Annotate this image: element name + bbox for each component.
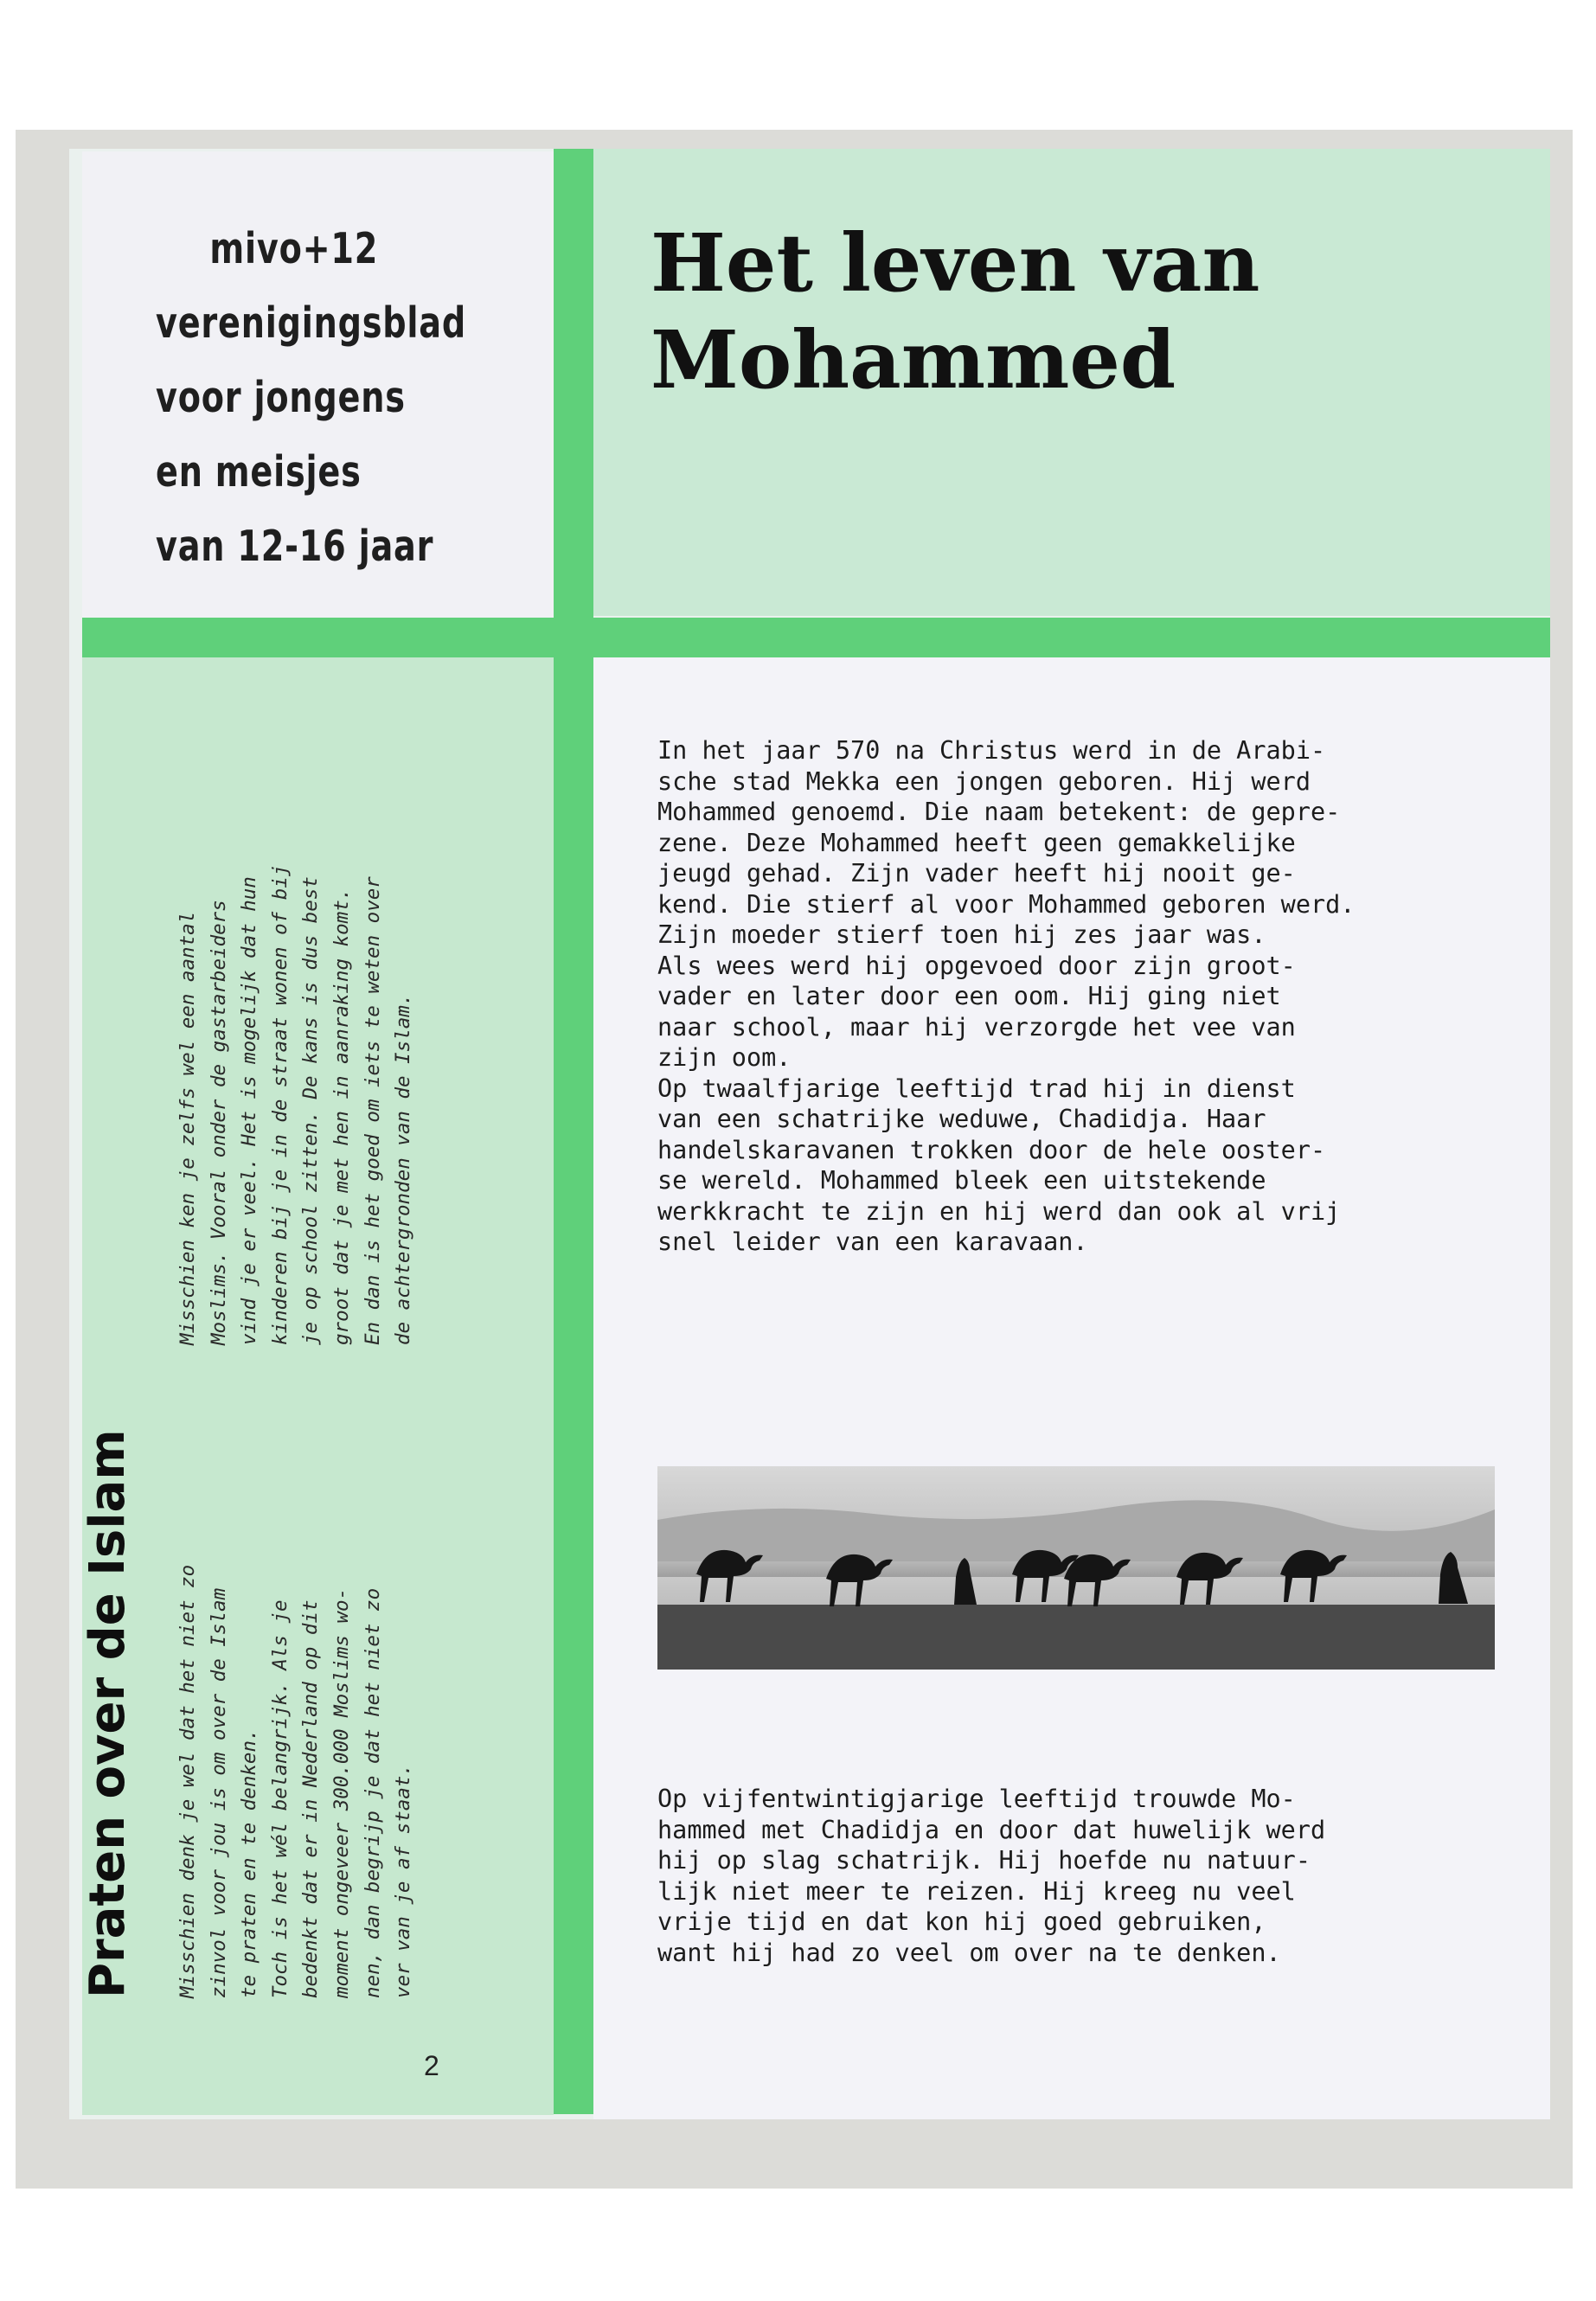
sidebar-line: de achtergronden van de Islam. — [392, 993, 415, 1345]
text-line: werkkracht te zijn en hij werd dan ook al vrij — [657, 1196, 1341, 1226]
sidebar-line: Toch is het wél belangrijk. Als je — [268, 1599, 292, 1998]
sidebar-line: Moslims. Vooral onder de gastarbeiders — [207, 900, 230, 1345]
sidebar-line: je op school zitten. De kans is dus best — [299, 876, 323, 1345]
sidebar-line: groot dat je met hen in aanraking komt. — [330, 888, 353, 1345]
masthead-line: en meisjes — [156, 447, 362, 497]
horizontal-green-bar — [82, 618, 1550, 657]
text-line: van een schatrijke weduwe, Chadidja. Haar — [657, 1105, 1266, 1133]
sidebar-line: kinderen bij je in de straat wonen of bij — [268, 864, 292, 1345]
masthead-line: van 12-16 jaar — [156, 522, 434, 571]
masthead-line: verenigingsblad — [156, 298, 467, 348]
text-line: snel leider van een karavaan. — [657, 1227, 1088, 1256]
article-paragraph-2 — [657, 1784, 1531, 1968]
text-line: Als wees werd hij opgevoed door zijn groot- — [657, 951, 1296, 980]
article-paragraph-1 — [657, 735, 1531, 1258]
sidebar-line: ver van je af staat. — [392, 1764, 415, 1998]
sidebar-rotated — [80, 727, 467, 1998]
text-line: kend. Die stierf al voor Mohammed geboren werd. — [657, 889, 1356, 919]
vertical-green-bar — [554, 149, 593, 2114]
text-line: Op twaalfjarige leeftijd trad hij in dienst — [657, 1074, 1296, 1103]
text-line: zijn oom. — [657, 1043, 792, 1072]
text-line: naar school, maar hij verzorgde het vee van — [657, 1012, 1296, 1042]
masthead-line: mivo+12 — [209, 224, 379, 273]
sidebar-line: moment ongeveer 300.000 Moslims wo- — [330, 1587, 353, 1998]
text-line: sche stad Mekka een jongen geboren. Hij werd — [657, 766, 1311, 796]
sidebar-line: zinvol voor jou is om over de Islam — [207, 1587, 230, 1998]
sidebar-line: te praten en te denken. — [238, 1728, 261, 1998]
sidebar-line: En dan is het goed om iets te weten over — [361, 876, 384, 1345]
text-line: Zijn moeder stierf toen hij zes jaar was. — [657, 920, 1266, 949]
text-line: hij op slag schatrijk. Hij hoefde nu natuur- — [657, 1846, 1311, 1875]
text-line: lijk niet meer te reizen. Hij kreeg nu veel — [657, 1876, 1296, 1906]
text-line: handelskaravanen trokken door de hele ooster- — [657, 1135, 1326, 1164]
sidebar-line: Misschien denk je wel dat het niet zo — [176, 1564, 199, 1998]
sidebar-line: Misschien ken je zelfs wel een aantal — [176, 911, 199, 1345]
sidebar-line: bedenkt dat er in Nederland op dit — [299, 1599, 323, 1998]
camel-caravan-photo — [657, 1466, 1495, 1670]
text-line: se wereld. Mohammed bleek een uitstekende — [657, 1166, 1266, 1195]
sidebar-line: vind je er veel. Het is mogelijk dat hun — [238, 876, 261, 1345]
text-line: hammed met Chadidja en door dat huwelijk werd — [657, 1815, 1326, 1844]
masthead — [156, 212, 467, 584]
text-line: vader en later door een oom. Hij ging niet — [657, 982, 1281, 1010]
text-line: vrije tijd en dat kon hij goed gebruiken, — [657, 1907, 1266, 1936]
page-number: 2 — [424, 2050, 439, 2081]
article-title — [651, 215, 1533, 408]
sidebar-title: Praten over de Islam — [80, 1429, 136, 1998]
text-line: jeugd gehad. Zijn vader heeft hij nooit ge- — [657, 859, 1296, 888]
article-title-line1: Het leven van — [651, 216, 1260, 310]
text-line: In het jaar 570 na Christus werd in de Arabi- — [657, 736, 1326, 765]
text-line: Op vijfentwintigjarige leeftijd trouwde Mo- — [657, 1785, 1296, 1813]
article-title-line2: Mohammed — [651, 313, 1176, 407]
text-line: zene. Deze Mohammed heeft geen gemakkelijke — [657, 828, 1296, 857]
text-line: Mohammed genoemd. Die naam betekent: de gepre- — [657, 798, 1341, 826]
masthead-line: voor jongens — [156, 373, 406, 422]
sidebar-text — [173, 727, 420, 1998]
sidebar-line: nen, dan begrijp je dat het niet zo — [361, 1587, 384, 1998]
text-line: want hij had zo veel om over na te denken. — [657, 1938, 1281, 1967]
